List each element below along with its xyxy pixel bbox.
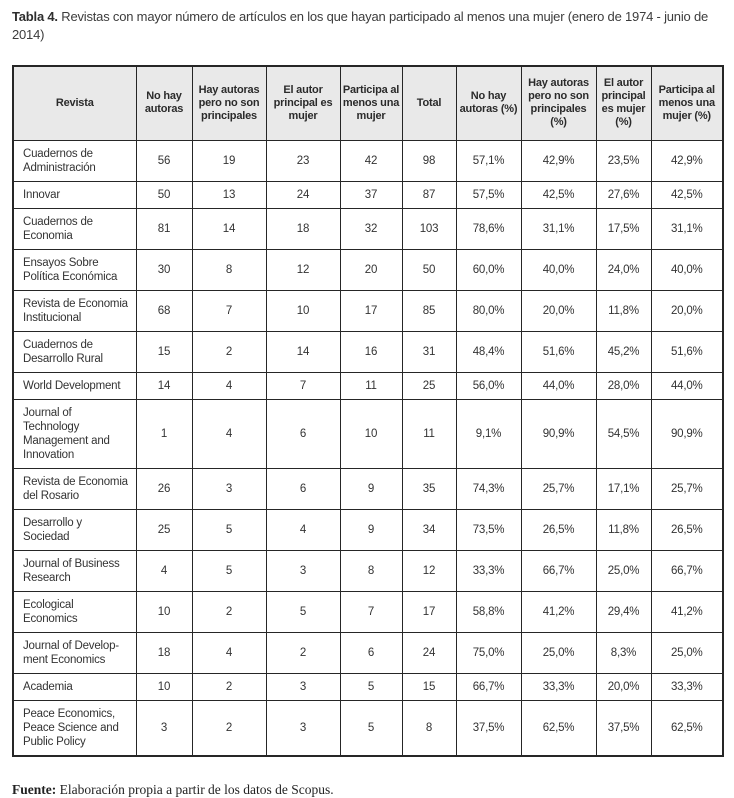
value-cell: 25,0%: [651, 632, 723, 673]
value-cell: 90,9%: [651, 399, 723, 468]
value-cell: 45,2%: [596, 331, 651, 372]
column-header: Revista: [13, 66, 136, 140]
value-cell: 6: [266, 468, 340, 509]
table-row: [13, 700, 723, 756]
value-cell: 31,1%: [521, 208, 596, 249]
table-caption-label: Tabla 4.: [12, 9, 58, 24]
revista-cell: Peace Economics, Peace Science and Public Policy: [13, 700, 136, 756]
revista-cell: Revista de Economia Institucional: [13, 290, 136, 331]
revista-cell: Revista de Economia del Rosario: [13, 468, 136, 509]
value-cell: 4: [136, 550, 192, 591]
value-cell: 26,5%: [521, 509, 596, 550]
value-cell: 12: [402, 550, 456, 591]
value-cell: 9: [340, 509, 402, 550]
column-header: Participa al menos una mujer: [340, 66, 402, 140]
value-cell: 57,5%: [456, 181, 521, 208]
value-cell: 17: [402, 591, 456, 632]
value-cell: 25: [402, 372, 456, 399]
value-cell: 8: [192, 249, 266, 290]
value-cell: 66,7%: [521, 550, 596, 591]
value-cell: 33,3%: [521, 673, 596, 700]
revista-cell: Innovar: [13, 181, 136, 208]
value-cell: 4: [266, 509, 340, 550]
value-cell: 5: [192, 509, 266, 550]
value-cell: 25: [136, 509, 192, 550]
value-cell: 24,0%: [596, 249, 651, 290]
value-cell: 42,9%: [651, 140, 723, 181]
table-row: [13, 591, 723, 632]
value-cell: 1: [136, 399, 192, 468]
column-header: Total: [402, 66, 456, 140]
value-cell: 7: [340, 591, 402, 632]
value-cell: 5: [340, 673, 402, 700]
value-cell: 23: [266, 140, 340, 181]
value-cell: 20: [340, 249, 402, 290]
revista-cell: Journal of Technology Management and Innovation: [13, 399, 136, 468]
value-cell: 40,0%: [651, 249, 723, 290]
value-cell: 56,0%: [456, 372, 521, 399]
source-label: Fuente:: [12, 781, 57, 797]
table-row: [13, 399, 723, 468]
revista-cell: Academia: [13, 673, 136, 700]
value-cell: 11: [402, 399, 456, 468]
revista-cell: Ecological Economics: [13, 591, 136, 632]
column-header: Hay autoras pero no son principales (%): [521, 66, 596, 140]
table-row: [13, 372, 723, 399]
source-text: Elaboración propia a partir de los datos de Scopus.: [56, 781, 334, 797]
value-cell: 18: [266, 208, 340, 249]
value-cell: 4: [192, 372, 266, 399]
value-cell: 5: [192, 550, 266, 591]
value-cell: 6: [340, 632, 402, 673]
value-cell: 50: [402, 249, 456, 290]
value-cell: 12: [266, 249, 340, 290]
table-body: [13, 140, 723, 756]
revista-cell: World Development: [13, 372, 136, 399]
value-cell: 3: [192, 468, 266, 509]
value-cell: 2: [192, 700, 266, 756]
table-row: [13, 181, 723, 208]
value-cell: 10: [266, 290, 340, 331]
value-cell: 19: [192, 140, 266, 181]
value-cell: 25,7%: [521, 468, 596, 509]
table-row: [13, 249, 723, 290]
value-cell: 18: [136, 632, 192, 673]
table-row: [13, 208, 723, 249]
value-cell: 62,5%: [521, 700, 596, 756]
value-cell: 90,9%: [521, 399, 596, 468]
value-cell: 24: [402, 632, 456, 673]
value-cell: 14: [136, 372, 192, 399]
value-cell: 51,6%: [651, 331, 723, 372]
journals-table: [12, 65, 724, 757]
value-cell: 10: [136, 591, 192, 632]
source-note: [12, 782, 722, 798]
value-cell: 81: [136, 208, 192, 249]
value-cell: 32: [340, 208, 402, 249]
value-cell: 78,6%: [456, 208, 521, 249]
value-cell: 85: [402, 290, 456, 331]
value-cell: 14: [266, 331, 340, 372]
column-header: El autor principal es mujer: [266, 66, 340, 140]
value-cell: 3: [266, 550, 340, 591]
value-cell: 60,0%: [456, 249, 521, 290]
value-cell: 10: [136, 673, 192, 700]
value-cell: 4: [192, 632, 266, 673]
value-cell: 51,6%: [521, 331, 596, 372]
value-cell: 42: [340, 140, 402, 181]
table-row: [13, 290, 723, 331]
value-cell: 5: [266, 591, 340, 632]
value-cell: 8,3%: [596, 632, 651, 673]
value-cell: 103: [402, 208, 456, 249]
value-cell: 27,6%: [596, 181, 651, 208]
column-header: No hay autoras: [136, 66, 192, 140]
value-cell: 42,5%: [521, 181, 596, 208]
value-cell: 57,1%: [456, 140, 521, 181]
value-cell: 87: [402, 181, 456, 208]
value-cell: 26: [136, 468, 192, 509]
value-cell: 3: [266, 700, 340, 756]
value-cell: 11: [340, 372, 402, 399]
value-cell: 17,5%: [596, 208, 651, 249]
table-row: [13, 468, 723, 509]
value-cell: 11,8%: [596, 509, 651, 550]
value-cell: 20,0%: [651, 290, 723, 331]
value-cell: 2: [192, 673, 266, 700]
revista-cell: Cuadernos de Desarrollo Rural: [13, 331, 136, 372]
value-cell: 20,0%: [596, 673, 651, 700]
column-header: El autor principal es mujer (%): [596, 66, 651, 140]
value-cell: 48,4%: [456, 331, 521, 372]
value-cell: 11,8%: [596, 290, 651, 331]
value-cell: 75,0%: [456, 632, 521, 673]
value-cell: 68: [136, 290, 192, 331]
value-cell: 37,5%: [456, 700, 521, 756]
value-cell: 9: [340, 468, 402, 509]
value-cell: 7: [192, 290, 266, 331]
revista-cell: Journal of Business Research: [13, 550, 136, 591]
value-cell: 13: [192, 181, 266, 208]
value-cell: 2: [192, 591, 266, 632]
value-cell: 50: [136, 181, 192, 208]
value-cell: 4: [192, 399, 266, 468]
value-cell: 8: [402, 700, 456, 756]
table-row: [13, 632, 723, 673]
value-cell: 25,7%: [651, 468, 723, 509]
value-cell: 15: [136, 331, 192, 372]
value-cell: 2: [192, 331, 266, 372]
value-cell: 26,5%: [651, 509, 723, 550]
value-cell: 10: [340, 399, 402, 468]
value-cell: 37: [340, 181, 402, 208]
value-cell: 7: [266, 372, 340, 399]
value-cell: 58,8%: [456, 591, 521, 632]
value-cell: 8: [340, 550, 402, 591]
table-caption: [12, 8, 722, 43]
value-cell: 33,3%: [651, 673, 723, 700]
value-cell: 62,5%: [651, 700, 723, 756]
value-cell: 42,5%: [651, 181, 723, 208]
value-cell: 14: [192, 208, 266, 249]
value-cell: 41,2%: [521, 591, 596, 632]
value-cell: 30: [136, 249, 192, 290]
value-cell: 34: [402, 509, 456, 550]
value-cell: 35: [402, 468, 456, 509]
value-cell: 40,0%: [521, 249, 596, 290]
value-cell: 44,0%: [651, 372, 723, 399]
value-cell: 37,5%: [596, 700, 651, 756]
table-row: [13, 140, 723, 181]
value-cell: 24: [266, 181, 340, 208]
value-cell: 17: [340, 290, 402, 331]
value-cell: 31,1%: [651, 208, 723, 249]
value-cell: 74,3%: [456, 468, 521, 509]
table-row: [13, 509, 723, 550]
table-row: [13, 550, 723, 591]
revista-cell: Desarrollo y Sociedad: [13, 509, 136, 550]
value-cell: 9,1%: [456, 399, 521, 468]
value-cell: 33,3%: [456, 550, 521, 591]
table-caption-text: Revistas con mayor número de artículos en los que hayan participado al menos una mujer (enero de 1974 - junio de 2014): [12, 9, 709, 42]
revista-cell: Journal of Development Economics: [13, 632, 136, 673]
table-row: [13, 673, 723, 700]
value-cell: 98: [402, 140, 456, 181]
value-cell: 23,5%: [596, 140, 651, 181]
value-cell: 66,7%: [456, 673, 521, 700]
value-cell: 31: [402, 331, 456, 372]
header-row: [13, 66, 723, 140]
value-cell: 41,2%: [651, 591, 723, 632]
value-cell: 20,0%: [521, 290, 596, 331]
revista-cell: Cuadernos de Administración: [13, 140, 136, 181]
value-cell: 16: [340, 331, 402, 372]
column-header: Participa al menos una mujer (%): [651, 66, 723, 140]
column-header: Hay autoras pero no son principales: [192, 66, 266, 140]
value-cell: 56: [136, 140, 192, 181]
value-cell: 29,4%: [596, 591, 651, 632]
value-cell: 2: [266, 632, 340, 673]
value-cell: 17,1%: [596, 468, 651, 509]
value-cell: 42,9%: [521, 140, 596, 181]
value-cell: 28,0%: [596, 372, 651, 399]
value-cell: 80,0%: [456, 290, 521, 331]
table-row: [13, 331, 723, 372]
value-cell: 44,0%: [521, 372, 596, 399]
value-cell: 54,5%: [596, 399, 651, 468]
value-cell: 3: [266, 673, 340, 700]
value-cell: 25,0%: [521, 632, 596, 673]
value-cell: 73,5%: [456, 509, 521, 550]
column-header: No hay autoras (%): [456, 66, 521, 140]
value-cell: 6: [266, 399, 340, 468]
revista-cell: Cuadernos de Economia: [13, 208, 136, 249]
value-cell: 15: [402, 673, 456, 700]
value-cell: 5: [340, 700, 402, 756]
value-cell: 25,0%: [596, 550, 651, 591]
value-cell: 3: [136, 700, 192, 756]
value-cell: 66,7%: [651, 550, 723, 591]
revista-cell: Ensayos Sobre Política Económica: [13, 249, 136, 290]
